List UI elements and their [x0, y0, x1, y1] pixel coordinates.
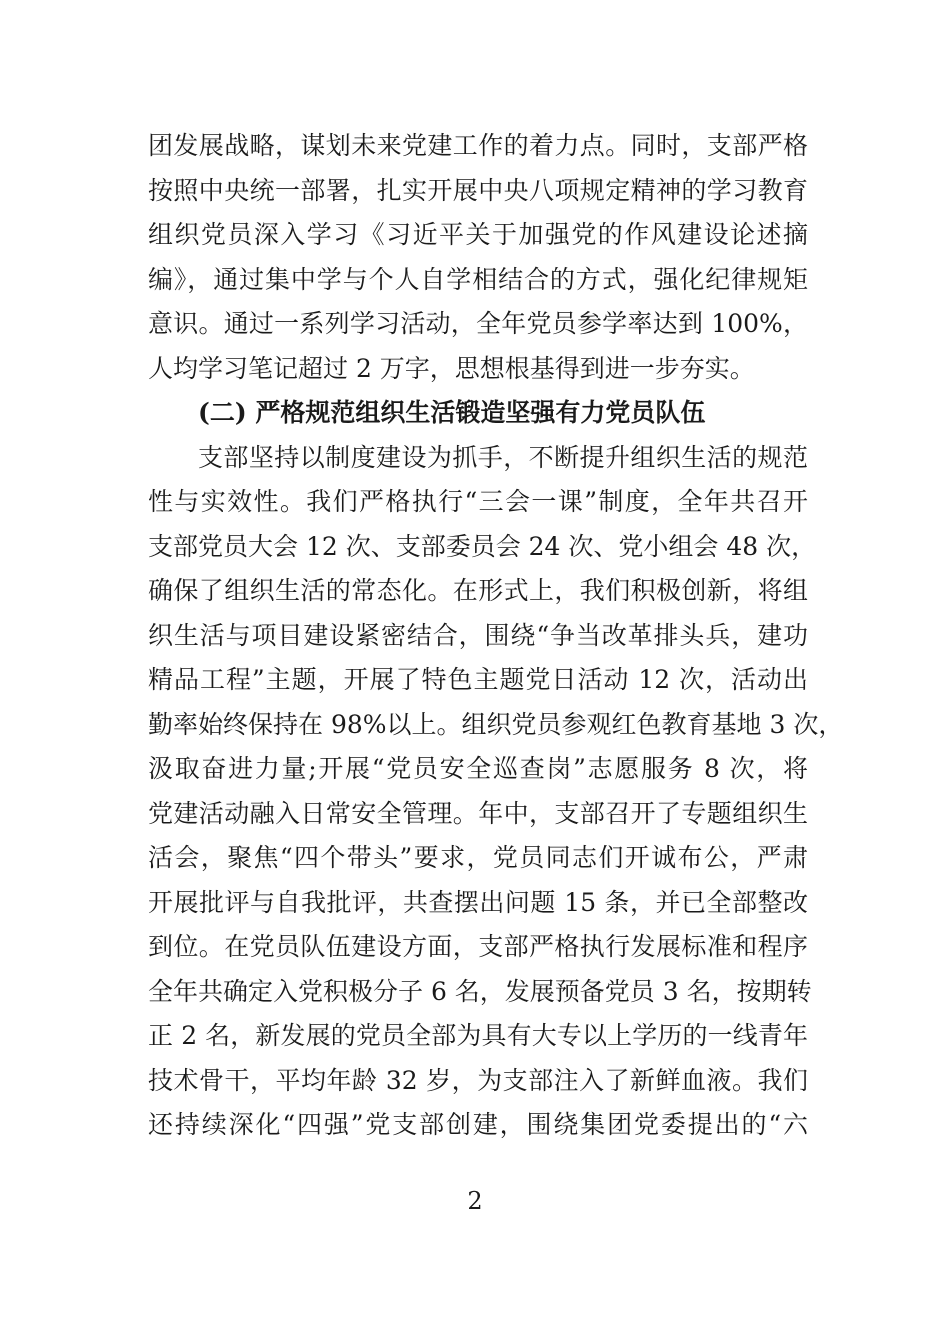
text-line: 技术骨干，平均年龄 32 岁，为支部注入了新鲜血液。我们	[148, 1065, 808, 1095]
text-line: 性与实效性。我们严格执行“三会一课”制度，全年共召开	[148, 487, 808, 516]
text-line: 人均学习笔记超过 2 万字，思想根基得到进一步夯实。	[148, 353, 755, 383]
text-line: 全年共确定入党积极分子 6 名，发展预备党员 3 名，按期转	[148, 976, 812, 1006]
text-line: 精品工程”主题，开展了特色主题党日活动 12 次，活动出	[148, 665, 808, 694]
text-line: 支部党员大会 12 次、支部委员会 24 次、党小组会 48 次，	[148, 531, 817, 561]
text-line: 党建活动融入日常安全管理。年中，支部召开了专题组织生	[148, 798, 808, 828]
text-line: 意识。通过一系列学习活动，全年党员参学率达到 100%，	[148, 309, 808, 338]
body-text	[148, 124, 844, 1148]
text-line: 组织党员深入学习《习近平关于加强党的作风建设论述摘	[148, 220, 808, 249]
text-line: 开展批评与自我批评，共查摆出问题 15 条，并已全部整改	[148, 887, 808, 917]
text-line: 正 2 名，新发展的党员全部为具有大专以上学历的一线青年	[148, 1021, 808, 1050]
section-heading: (二) 严格规范组织生活锻造坚强有力党员队伍	[198, 398, 706, 427]
page-number: 2	[467, 1187, 483, 1215]
text-line: 织生活与项目建设紧密结合，围绕“争当改革排头兵，建功	[148, 620, 808, 650]
text-line: 到位。在党员队伍建设方面，支部严格执行发展标准和程序	[148, 932, 808, 961]
text-line: 确保了组织生活的常态化。在形式上，我们积极创新，将组	[148, 576, 808, 605]
text-line: 还持续深化“四强”党支部创建，围绕集团党委提出的“六	[148, 1110, 808, 1139]
text-line: 勤率始终保持在 98%以上。组织党员参观红色教育基地 3 次，	[148, 709, 844, 739]
text-line: 团发展战略，谋划未来党建工作的着力点。同时，支部严格	[148, 131, 808, 160]
text-line: 支部坚持以制度建设为抓手，不断提升组织生活的规范	[198, 442, 808, 472]
text-line: 按照中央统一部署，扎实开展中央八项规定精神的学习教育	[148, 175, 808, 205]
text-line: 编》，通过集中学与个人自学相结合的方式，强化纪律规矩	[148, 264, 808, 294]
text-line: 活会，聚焦“四个带头”要求，党员同志们开诚布公，严肃	[148, 843, 808, 872]
text-line: 汲取奋进力量;开展“党员安全巡查岗”志愿服务 8 次，将	[148, 754, 808, 783]
